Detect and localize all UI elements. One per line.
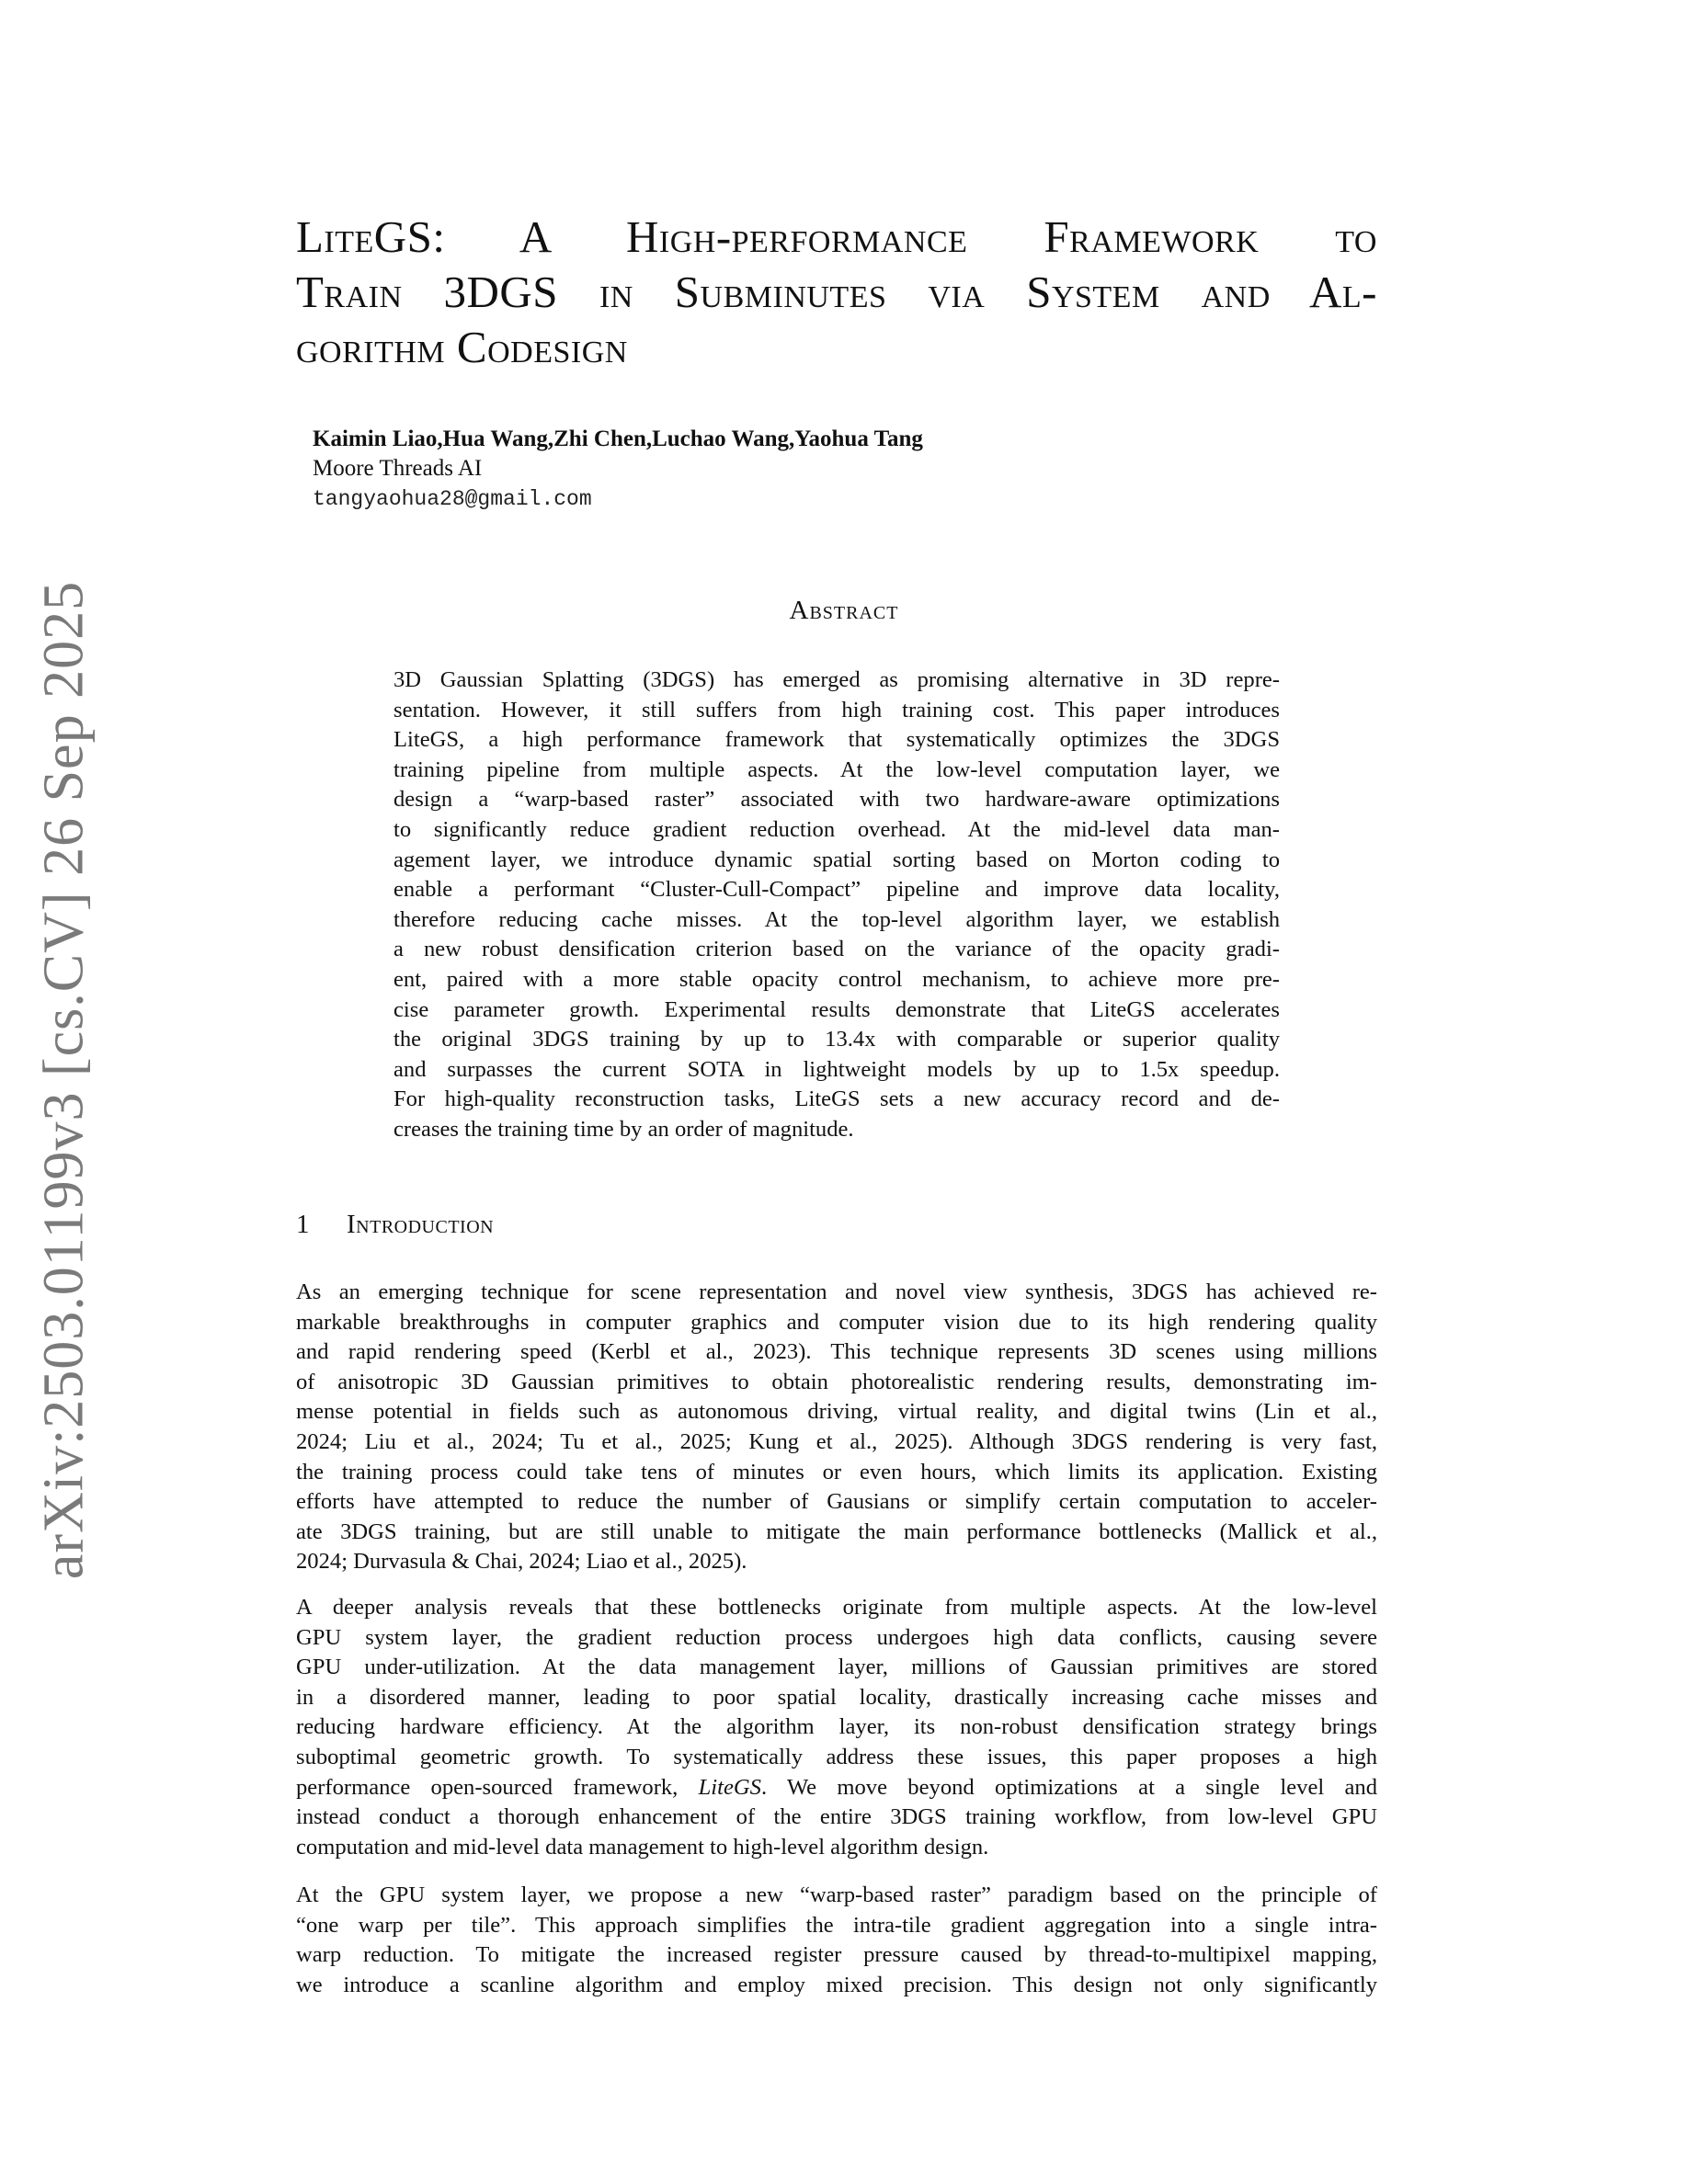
- affiliation: Moore Threads AI: [313, 456, 483, 481]
- arxiv-stamp: arXiv:2503.01199v3 [cs.CV] 26 Sep 2025: [32, 580, 96, 1580]
- title-line: gorithm Codesign: [296, 322, 628, 372]
- text-line: and surpasses the current SOTA in lightweight models by up to 1.5x speedup.: [393, 1056, 1280, 1082]
- text-line: reducing hardware efficiency. At the algorithm layer, its non-robust densification strategy brings: [296, 1714, 1377, 1740]
- text-line: a new robust densification criterion based on the variance of the opacity gradi-: [393, 937, 1280, 962]
- text-line: we introduce a scanline algorithm and employ mixed precision. This design not only significantly: [296, 1972, 1377, 1997]
- text-line: “one warp per tile”. This approach simplifies the intra-tile gradient aggregation into a single intra-: [296, 1912, 1377, 1938]
- section-heading: [296, 1210, 494, 1240]
- text-line: LiteGS, a high performance framework that systematically optimizes the 3DGS: [393, 727, 1280, 753]
- text-line: training pipeline from multiple aspects. At the low-level computation layer, we: [393, 756, 1280, 782]
- text-line: 2024; Durvasula & Chai, 2024; Liao et al., 2025).: [296, 1549, 747, 1575]
- text-line: agement layer, we introduce dynamic spatial sorting based on Morton coding to: [393, 847, 1280, 872]
- title-line: LiteGS: A High-performance Framework to: [296, 211, 1377, 262]
- abstract-heading: Abstract: [789, 596, 899, 625]
- text-line: 3D Gaussian Splatting (3DGS) has emerged as promising alternative in 3D repre-: [393, 667, 1280, 692]
- text-line: A deeper analysis reveals that these bottlenecks originate from multiple aspects. At the low-level: [296, 1595, 1377, 1620]
- authors: Kaimin Liao,Hua Wang,Zhi Chen,Luchao Wang,Yaohua Tang: [313, 427, 923, 451]
- text-line: 2024; Liu et al., 2024; Tu et al., 2025; Kung et al., 2025). Although 3DGS rendering is very fast,: [296, 1428, 1377, 1454]
- abstract-body: [393, 665, 1280, 1145]
- text-line: As an emerging technique for scene representation and novel view synthesis, 3DGS has achieved re-: [296, 1280, 1377, 1304]
- text-line: performance open-sourced framework, LiteGS. We move beyond optimizations at a single level and: [296, 1774, 1377, 1800]
- paragraph: [296, 1881, 1377, 2000]
- text-line: therefore reducing cache misses. At the top-level algorithm layer, we establish: [393, 906, 1280, 932]
- text-line: to significantly reduce gradient reduction overhead. At the mid-level data man-: [393, 816, 1280, 842]
- text-line: computation and mid-level data management to high-level algorithm design.: [296, 1834, 989, 1860]
- text-line: of anisotropic 3D Gaussian primitives to obtain photorealistic rendering results, demonstrating im-: [296, 1369, 1377, 1394]
- text-line: GPU under-utilization. At the data management layer, millions of Gaussian primitives are stored: [296, 1655, 1377, 1680]
- text-line: At the GPU system layer, we propose a new “warp-based raster” paradigm based on the principle of: [296, 1883, 1377, 1907]
- paper-title: [296, 210, 1377, 375]
- text-line: efforts have attempted to reduce the number of Gausians or simplify certain computation to acceler-: [296, 1489, 1377, 1515]
- text-line: design a “warp-based raster” associated with two hardware-aware optimizations: [393, 787, 1280, 813]
- text-line: mense potential in fields such as autonomous driving, virtual reality, and digital twins (Lin et al.,: [296, 1399, 1377, 1425]
- text-line: the original 3DGS training by up to 13.4x with comparable or superior quality: [393, 1027, 1280, 1052]
- text-line: sentation. However, it still suffers from high training cost. This paper introduces: [393, 697, 1280, 722]
- text-line: markable breakthroughs in computer graphics and computer vision due to its high rendering quality: [296, 1309, 1377, 1335]
- section-title: Introduction: [347, 1210, 495, 1239]
- text-line: enable a performant “Cluster-Cull-Compact” pipeline and improve data locality,: [393, 877, 1280, 903]
- text-line: warp reduction. To mitigate the increased register pressure caused by thread-to-multipixel mapping,: [296, 1942, 1377, 1968]
- email: tangyaohua28@gmail.com: [313, 487, 592, 511]
- text-line: ate 3DGS training, but are still unable to mitigate the main performance bottlenecks (Mallick et al.,: [296, 1519, 1377, 1544]
- text-line: instead conduct a thorough enhancement of the entire 3DGS training workflow, from low-level GPU: [296, 1804, 1377, 1830]
- title-line: Train 3DGS in Subminutes via System and Al-: [296, 267, 1377, 317]
- text-line: the training process could take tens of minutes or even hours, which limits its application. Existing: [296, 1459, 1377, 1484]
- text-line: ent, paired with a more stable opacity control mechanism, to achieve more pre-: [393, 966, 1280, 992]
- text-line: and rapid rendering speed (Kerbl et al., 2023). This technique represents 3D scenes using millions: [296, 1339, 1377, 1365]
- text-line: in a disordered manner, leading to poor spatial locality, drastically increasing cache misses and: [296, 1684, 1377, 1710]
- section-number: 1: [296, 1210, 310, 1239]
- text-line: GPU system layer, the gradient reduction process undergoes high data conflicts, causing severe: [296, 1624, 1377, 1650]
- paragraph: [296, 1593, 1377, 1862]
- text-line: For high-quality reconstruction tasks, LiteGS sets a new accuracy record and de-: [393, 1086, 1280, 1112]
- paragraph: [296, 1278, 1377, 1577]
- text-line: cise parameter growth. Experimental results demonstrate that LiteGS accelerates: [393, 996, 1280, 1022]
- text-line: suboptimal geometric growth. To systematically address these issues, this paper proposes a high: [296, 1744, 1377, 1769]
- text-line: creases the training time by an order of magnitude.: [393, 1116, 854, 1142]
